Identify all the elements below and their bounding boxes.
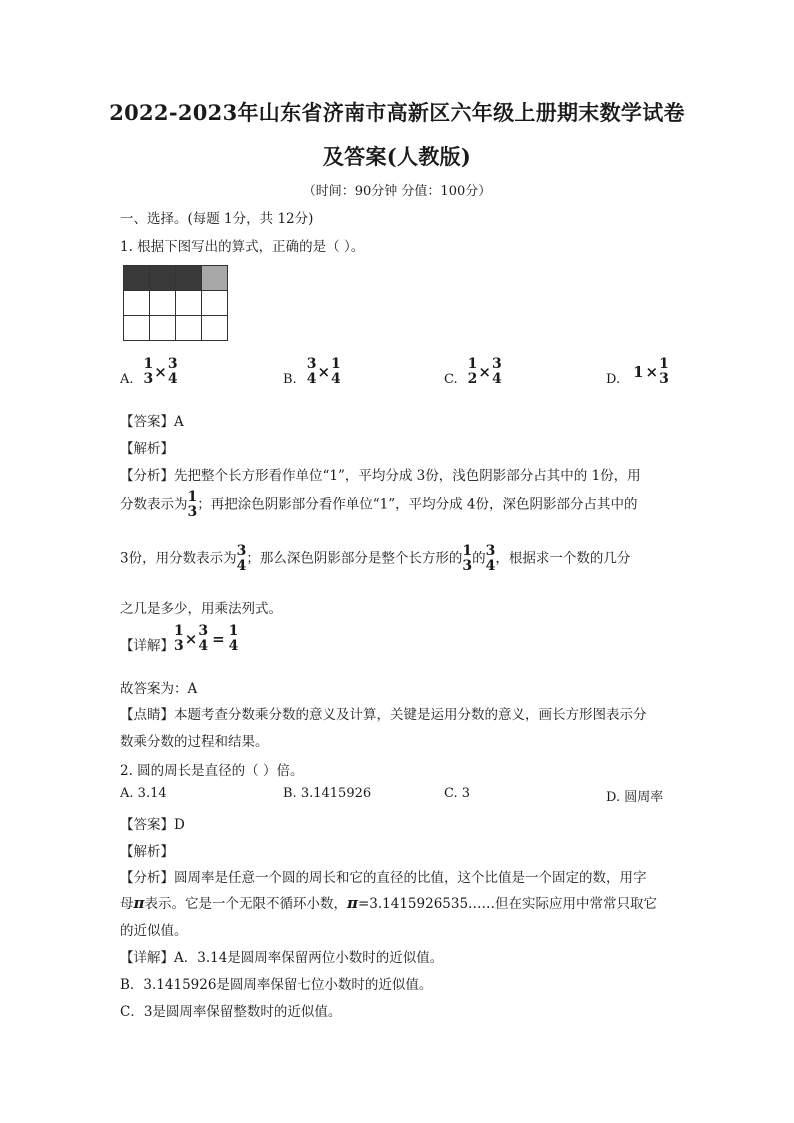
fraction: 1 4 xyxy=(228,623,239,654)
q2-option-b: B. 3.1415926 xyxy=(283,786,372,801)
grid-cell-none xyxy=(176,291,202,316)
multiply-symbol: × xyxy=(154,363,167,381)
grid-cell-dark xyxy=(150,266,176,291)
q1-shaded-grid xyxy=(123,265,228,341)
q2-detail-line3: C．3是圆周率保留整数时的近似值。 xyxy=(120,1004,342,1020)
fraction: 3 4 xyxy=(236,543,247,574)
q2-analysis-line1: 【分析】圆周率是任意一个圆的周长和它的直径的比值，这个比值是一个固定的数，用字 xyxy=(120,870,647,886)
q2-option-c: C. 3 xyxy=(444,786,471,801)
q2-answer: 【答案】D xyxy=(120,817,185,833)
grid-cell-dark xyxy=(124,266,150,291)
q1-analysis-line3: 3份，用分数表示为 3 4 ；那么深色阴影部分是整个长方形的 1 3 的 3 4 ，根据求一个数的几分 xyxy=(120,543,631,574)
q1-stem: 1. 根据下图写出的算式，正确的是（ ）。 xyxy=(120,239,365,255)
q1-conclusion: 故答案为：A xyxy=(120,681,198,697)
q1-option-b xyxy=(283,357,341,387)
equals-symbol: = xyxy=(212,630,225,648)
q1-analysis-line1: 【分析】先把整个长方形看作单位“1”，平均分成 3份，浅色阴影部分占其中的 1份，用 xyxy=(120,468,641,484)
grid-row xyxy=(124,316,228,341)
multiply-symbol: × xyxy=(478,363,491,381)
fraction: 1 3 xyxy=(462,543,473,574)
q1-option-c xyxy=(444,357,502,387)
q2-analysis-line3: 的近似值。 xyxy=(120,923,188,939)
q1-detail: 【详解】 1 3 × 3 4 = 1 4 xyxy=(120,623,239,654)
fraction: 1 3 xyxy=(659,356,669,387)
multiply-symbol: × xyxy=(317,363,331,381)
document-title-line1: 2022-2023年山东省济南市高新区六年级上册期末数学试卷 xyxy=(109,100,685,125)
q2-option-d: D. 圆周率 xyxy=(606,790,664,805)
q1-option-d xyxy=(606,357,669,387)
grid-row xyxy=(124,266,228,291)
option-label: C. xyxy=(444,372,458,387)
pi-symbol: π xyxy=(346,894,358,912)
q1-analysis-line2: 分数表示为 1 3 ；再把涂色阴影部分看作单位“1”，平均分成 4份，深色阴影部分占其中的 xyxy=(120,489,638,520)
grid-cell-none xyxy=(124,291,150,316)
fraction: 3 4 xyxy=(306,356,317,387)
multiply-symbol: × xyxy=(645,363,659,381)
fraction: 3 4 xyxy=(485,543,496,574)
q2-analysis-line2: 母π表示。它是一个无限不循环小数，π=3.1415926535……但在实际应用中常常只取它 xyxy=(120,894,658,912)
grid-row xyxy=(124,291,228,316)
grid-cell-none xyxy=(202,316,228,341)
fraction: 3 4 xyxy=(491,356,502,387)
option-label: A. xyxy=(120,372,134,387)
q1-remark-line2: 数乘分数的过程和结果。 xyxy=(120,734,269,750)
q2-detail-line2: B．3.1415926是圆周率保留七位小数时的近似值。 xyxy=(120,977,433,993)
q1-analysis-heading: 【解析】 xyxy=(120,441,174,457)
fraction: 1 3 xyxy=(143,356,154,387)
whole-number: 1 xyxy=(633,363,644,381)
document-title-line2: 及答案(人教版) xyxy=(322,144,472,169)
grid-cell-none xyxy=(150,291,176,316)
grid-cell-none xyxy=(202,291,228,316)
q1-remark-line1: 【点睛】本题考查分数乘分数的意义及计算，关键是运用分数的意义，画长方形图表示分 xyxy=(120,707,647,723)
fraction: 1 3 xyxy=(174,623,184,654)
q1-option-a xyxy=(120,357,178,387)
q2-stem: 2. 圆的周长是直径的（ ）倍。 xyxy=(120,763,304,779)
fraction: 1 3 xyxy=(187,489,198,520)
fraction: 1 4 xyxy=(331,356,341,387)
fraction: 3 4 xyxy=(198,623,209,654)
multiply-symbol: × xyxy=(184,630,198,648)
q1-analysis-line4: 之几是多少，用乘法列式。 xyxy=(120,601,282,617)
section-heading: 一、选择。(每题 1分，共 12分) xyxy=(120,211,314,227)
q2-detail-line1: 【详解】A．3.14是圆周率保留两位小数时的近似值。 xyxy=(120,950,444,966)
q1-answer: 【答案】A xyxy=(120,414,184,430)
q2-analysis-heading: 【解析】 xyxy=(120,844,174,860)
option-label: B. xyxy=(283,372,297,387)
exam-meta: （时间：90分钟 分值：100分） xyxy=(302,184,492,199)
grid-cell-none xyxy=(176,316,202,341)
pi-symbol: π xyxy=(133,894,145,912)
grid-cell-light xyxy=(202,266,228,291)
fraction: 1 2 xyxy=(467,356,478,387)
q2-option-a: A. 3.14 xyxy=(120,786,167,801)
fraction: 3 4 xyxy=(167,356,178,387)
grid-cell-none xyxy=(150,316,176,341)
grid-cell-dark xyxy=(176,266,202,291)
option-label: D. xyxy=(606,372,621,387)
grid-cell-none xyxy=(124,316,150,341)
